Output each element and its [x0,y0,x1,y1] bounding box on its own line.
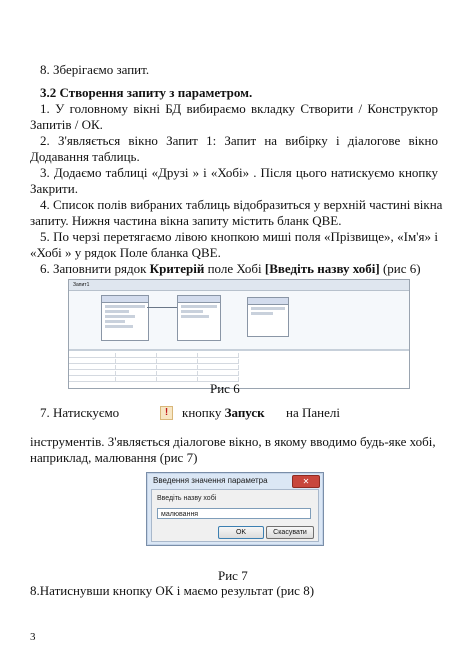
step-3-cont: Закрити. [30,181,78,196]
query-window-title: Запит1 [69,280,409,291]
step-7-cont: інструментів. З'являється діалогове вікно, в якому вводимо будь-яке хобі, [30,434,436,449]
table-druzi [101,295,149,341]
step-8-result: 8.Натиснувши кнопку ОК і маємо результат (рис 8) [30,583,315,598]
figure-6-caption: Рис 6 [210,381,240,396]
step-7-panel: на Панелі [286,405,340,420]
section-heading: 3.2 Створення запиту з параметром. [40,85,253,100]
step-4: 4. Список полів вибраних таблиць відобразиться у верхній частині вікна [40,197,443,212]
table-hobi [177,295,221,341]
step-2: 2. З'являється вікно Запит 1: Запит на вибірку і діалогове вікно [40,133,438,148]
step-7: 7. Натискуємо [40,405,120,420]
parameter-input[interactable]: малювання [157,508,311,519]
step-2-cont: Додавання таблиць. [30,149,140,164]
parameter-dialog [146,472,324,546]
ok-button[interactable]: OK [218,526,264,539]
run-icon: ! [160,406,173,420]
step-5-cont: «Хобі » у рядок Поле бланка QBE. [30,245,221,260]
field-list [247,297,289,337]
step-1-cont: Запитів / ОК. [30,117,103,132]
step-6: 6. Заповнити рядок Критерій поле Хобі [Введіть назву хобі] (рис 6) [40,261,421,276]
dialog-title: Введення значення параметра [153,476,268,485]
step-1: 1. У головному вікні БД вибираємо вкладку Створити / Конструктор [40,101,438,116]
step-3: 3. Додаємо таблиці «Друзі » і «Хобі» . Після цього натискуємо кнопку [40,165,438,180]
parameter-prompt: Введіть назву хобі [157,495,217,502]
step-4-cont: запиту. Нижня частина вікна запиту містить бланк QBE. [30,213,342,228]
step-8-save: 8. Зберігаємо запит. [40,62,150,77]
table-pane [69,291,409,351]
figure-7-caption: Рис 7 [218,568,248,583]
step-7-button: кнопку Запуск [182,405,265,420]
step-7-example: наприклад, малювання (рис 7) [30,450,198,465]
close-button[interactable]: ✕ [292,475,320,488]
relationship-line [147,307,177,308]
page-number: 3 [30,631,36,643]
cancel-button[interactable]: Скасувати [266,526,314,539]
dialog-body [151,489,319,542]
query-designer-figure [68,279,410,389]
step-5: 5. По черзі перетягаємо лівою кнопкою миші поля «Прізвище», «Ім'я» і [40,229,438,244]
